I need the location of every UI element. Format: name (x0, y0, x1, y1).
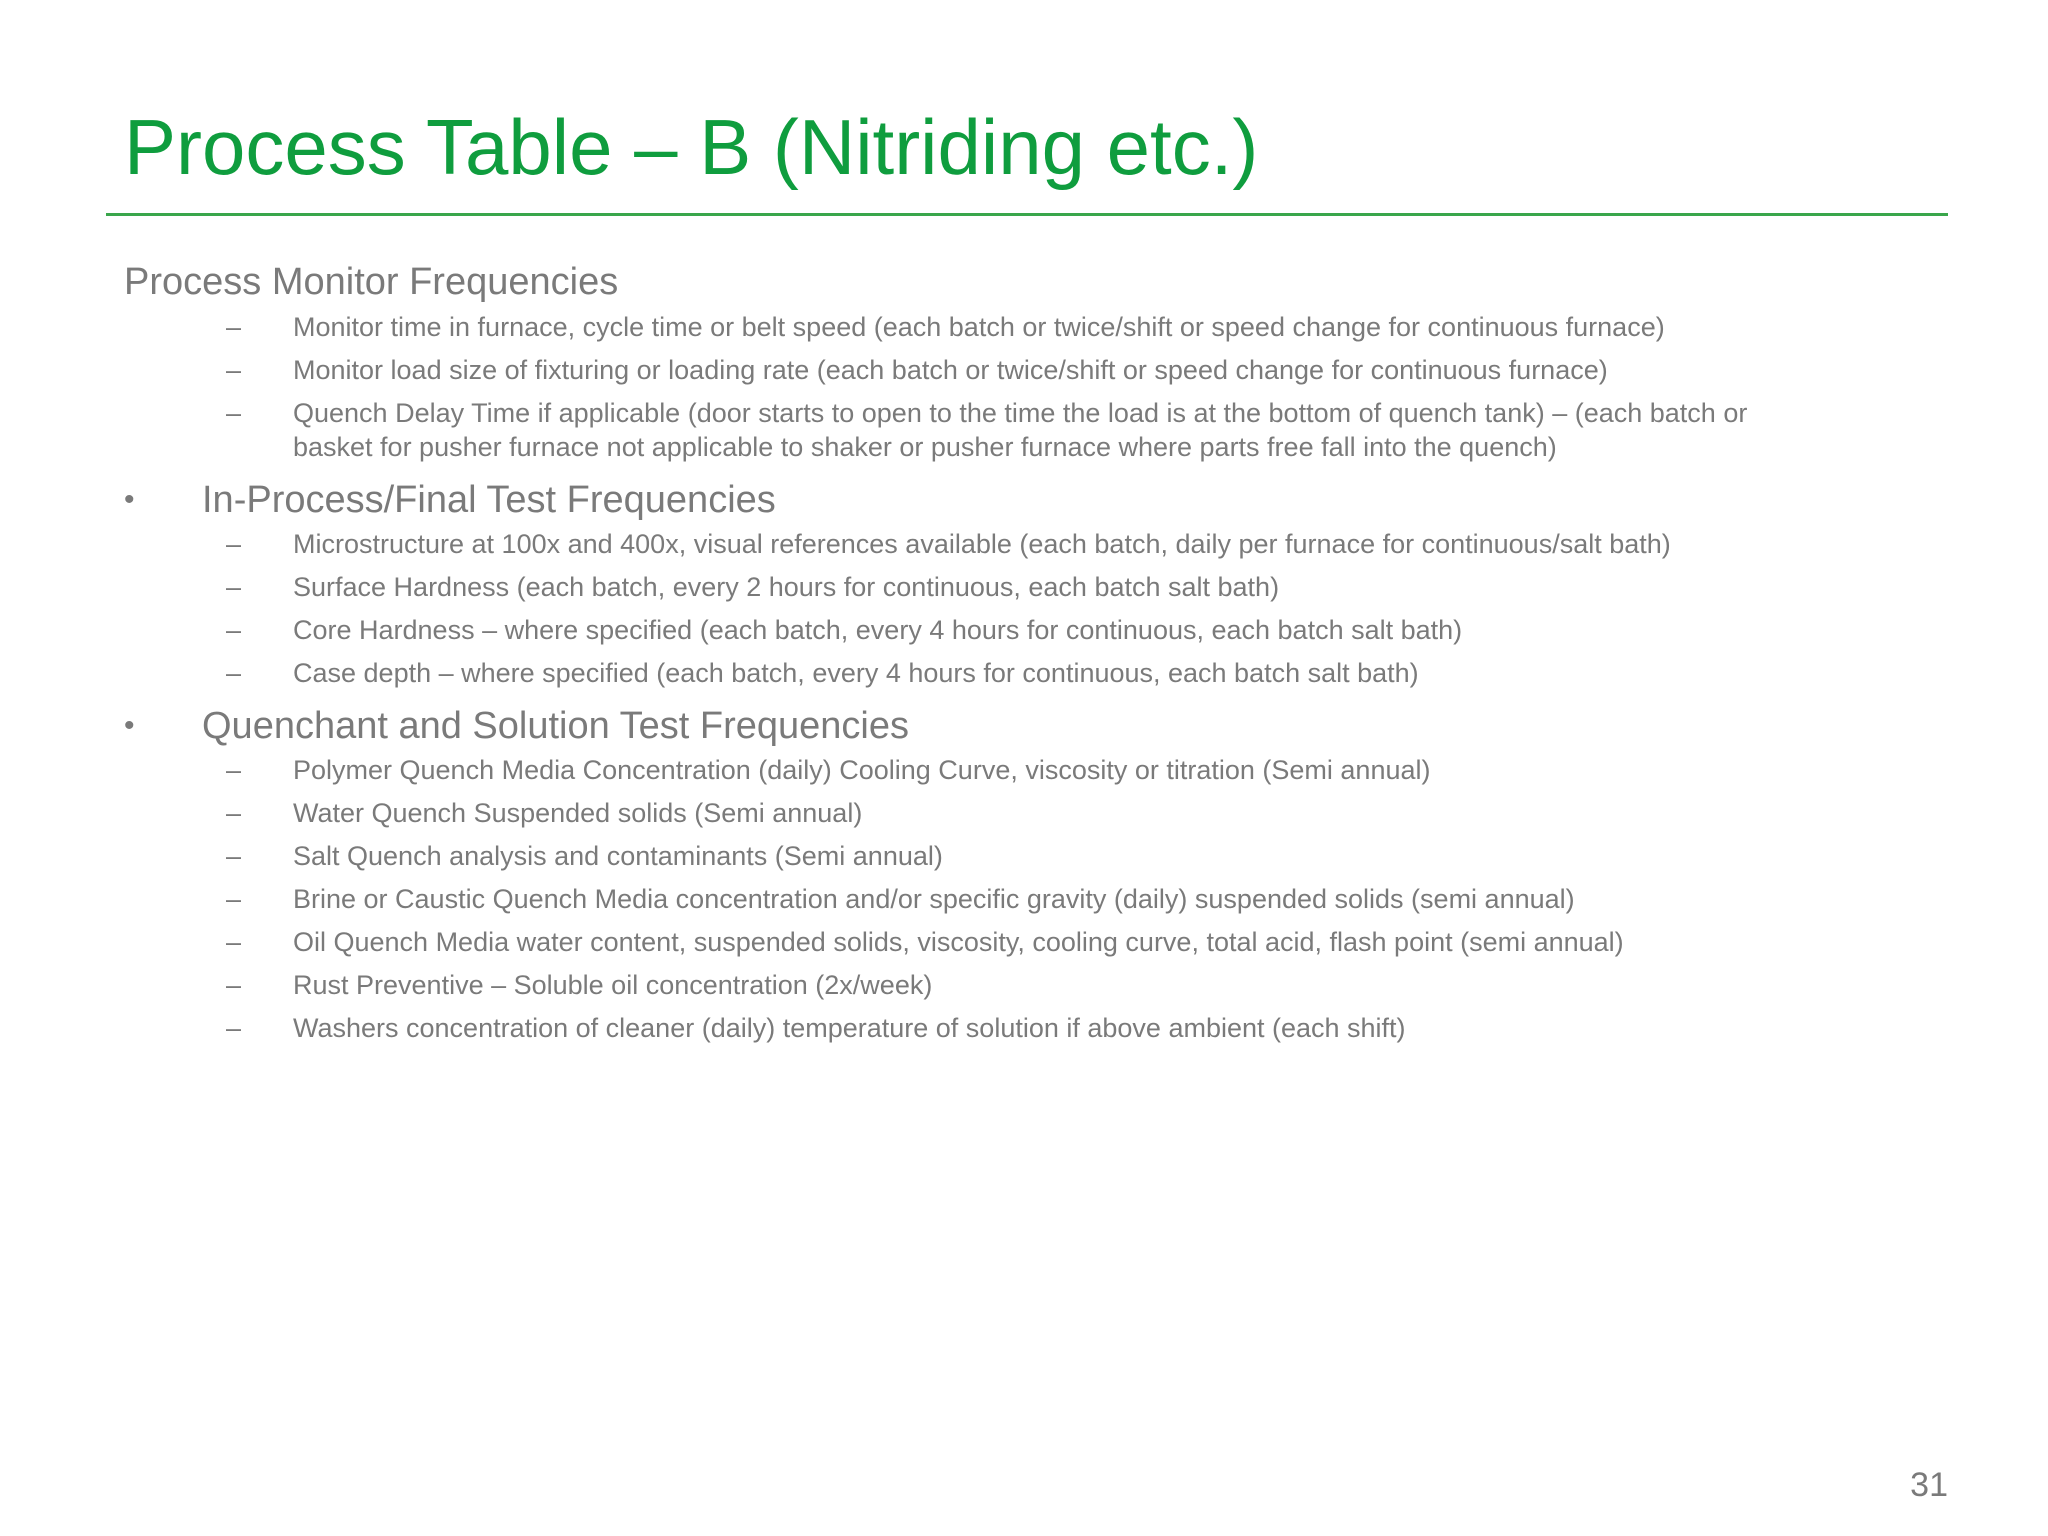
list-item (124, 968, 1924, 1002)
list-item (124, 656, 1924, 690)
list-item-text: Surface Hardness (each batch, every 2 hours for continuous, each batch salt bath) (293, 572, 1280, 602)
list-item-text: Polymer Quench Media Concentration (daily) Cooling Curve, viscosity or titration (Semi annual) (293, 755, 1431, 785)
bullet-marker: • (124, 483, 135, 516)
list-item-text: Salt Quench analysis and contaminants (Semi annual) (293, 841, 943, 871)
list-item-text: Core Hardness – where specified (each batch, every 4 hours for continuous, each batch salt bath) (293, 615, 1463, 645)
list-item (124, 310, 1924, 344)
dash-marker: – (226, 355, 242, 385)
list-item (124, 882, 1924, 916)
dash-marker: – (226, 927, 242, 957)
slide-title: Process Table – B (Nitriding etc.) (124, 103, 1259, 191)
list-item-text: Monitor load size of fixturing or loading rate (each batch or twice/shift or speed change for continuous furnace) (293, 355, 1608, 385)
dash-marker: – (226, 615, 242, 645)
list-item-text: Rust Preventive – Soluble oil concentration (2x/week) (293, 970, 933, 1000)
list-item-text: Washers concentration of cleaner (daily) temperature of solution if above ambient (each shift) (293, 1013, 1406, 1043)
list-item (124, 925, 1924, 959)
dash-marker: – (226, 398, 242, 428)
list-item-text: Quench Delay Time if applicable (door starts to open to the time the load is at the bottom of quench tank) – (each batch or basket for pusher furnace not applicable to shaker or pusher furnace where parts free fall into the quench) (293, 398, 1748, 462)
dash-marker: – (226, 572, 242, 602)
list-item-text: Brine or Caustic Quench Media concentration and/or specific gravity (daily) suspended solids (semi annual) (293, 884, 1575, 914)
dash-marker: – (226, 1013, 242, 1043)
list-item-text: Case depth – where specified (each batch, every 4 hours for continuous, each batch salt bath) (293, 658, 1419, 688)
dash-marker: – (226, 658, 242, 688)
list-item-text: Microstructure at 100x and 400x, visual references available (each batch, daily per furnace for continuous/salt bath) (293, 529, 1671, 559)
list-item (124, 570, 1924, 604)
bullet-marker: • (124, 709, 135, 742)
list-item (124, 753, 1924, 787)
list-item-text: Water Quench Suspended solids (Semi annual) (293, 798, 863, 828)
list-item (124, 839, 1924, 873)
section-heading-in-process (124, 473, 1924, 527)
section-heading-quenchant (124, 699, 1924, 753)
list-item (124, 1011, 1924, 1045)
page-number: 31 (1910, 1466, 1948, 1504)
section-heading-text: Quenchant and Solution Test Frequencies (202, 705, 909, 747)
list-item-text: Monitor time in furnace, cycle time or belt speed (each batch or twice/shift or speed change for continuous furnace) (293, 312, 1665, 342)
list-in-process (124, 527, 1924, 690)
list-item (124, 796, 1924, 830)
dash-marker: – (226, 841, 242, 871)
slide-content (124, 254, 1924, 1054)
dash-marker: – (226, 798, 242, 828)
dash-marker: – (226, 884, 242, 914)
section-heading-process-monitor: Process Monitor Frequencies (124, 261, 619, 303)
list-item (124, 353, 1924, 387)
list-item-text: Oil Quench Media water content, suspended solids, viscosity, cooling curve, total acid, flash point (semi annual) (293, 927, 1624, 957)
list-item (124, 613, 1924, 647)
list-process-monitor (124, 310, 1924, 464)
section-heading-text: In-Process/Final Test Frequencies (202, 479, 776, 521)
list-item (124, 396, 1924, 464)
dash-marker: – (226, 529, 242, 559)
title-divider (106, 213, 1948, 216)
dash-marker: – (226, 755, 242, 785)
list-item (124, 527, 1924, 561)
list-quenchant (124, 753, 1924, 1045)
dash-marker: – (226, 312, 242, 342)
dash-marker: – (226, 970, 242, 1000)
